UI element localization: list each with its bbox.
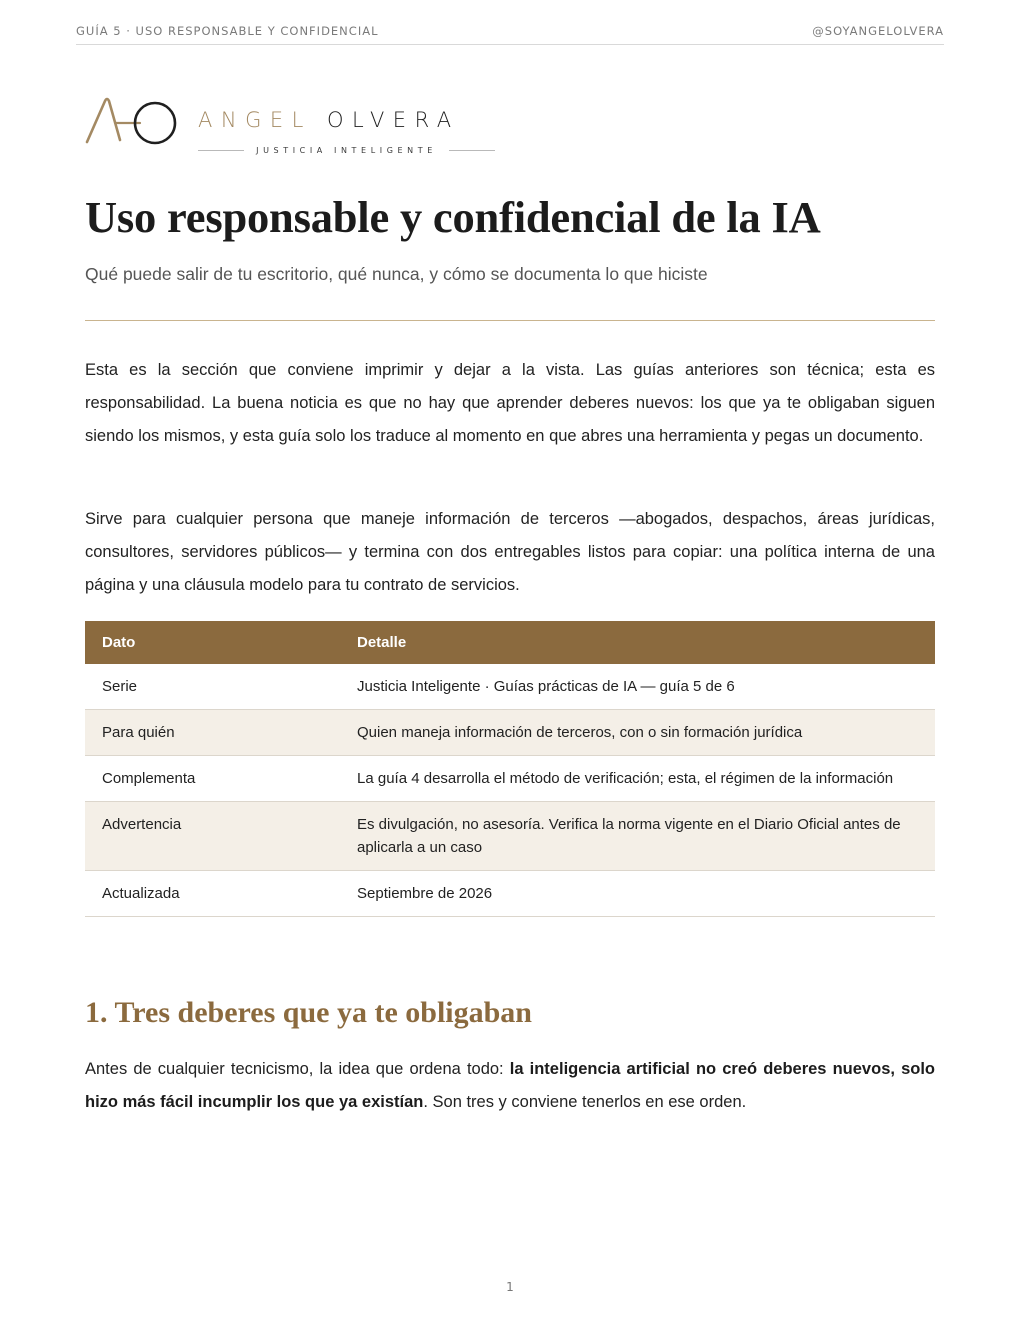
table-cell-value: Quien maneja información de terceros, con o sin formación jurídica (340, 710, 935, 756)
table-header-row (85, 621, 935, 664)
section-paragraph (85, 1053, 935, 1119)
table-cell-key: Advertencia (85, 802, 340, 871)
page-title: Uso responsable y confidencial de la IA (85, 192, 821, 242)
table-row (85, 871, 935, 917)
brand-first-name: ANGEL (198, 108, 312, 132)
running-header-handle: @SOYANGELOLVERA (812, 24, 944, 38)
table-cell-value: Septiembre de 2026 (340, 871, 935, 917)
table-row (85, 756, 935, 802)
tagline-rule-left (198, 150, 244, 151)
table-header-dato: Dato (85, 621, 340, 664)
section-heading: 1. Tres deberes que ya te obligaban (85, 996, 532, 1029)
table-cell-value: Justicia Inteligente · Guías prácticas de IA — guía 5 de 6 (340, 664, 935, 710)
table-cell-key: Complementa (85, 756, 340, 802)
section-text-tail: . Son tres y conviene tenerlos en ese orden. (423, 1093, 747, 1111)
section-text-emphasis: la inteligencia artificial no creó deberes nuevos, solo hizo más fácil incumplir los que ya existían (85, 1060, 935, 1111)
intro-paragraph-2: Sirve para cualquier persona que maneje información de terceros —abogados, despachos, áreas jurídicas, consultores, servidores públicos— y termina con dos entregables listos para copiar: una política interna de una página y una cláusula modelo para tu contrato de servicios. (85, 510, 935, 594)
table-row (85, 664, 935, 710)
section-text-lead: Antes de cualquier tecnicismo, la idea que ordena todo: (85, 1060, 510, 1078)
running-header-title: GUÍA 5 · USO RESPONSABLE Y CONFIDENCIAL (76, 24, 379, 38)
tagline-rule-right (449, 150, 495, 151)
page-number: 1 (506, 1280, 514, 1294)
table-cell-value: La guía 4 desarrolla el método de verificación; esta, el régimen de la información (340, 756, 935, 802)
table-row (85, 710, 935, 756)
running-header (76, 24, 944, 45)
brand-name (198, 108, 460, 132)
guide-info-table (85, 621, 935, 917)
brand-tagline: JUSTICIA INTELIGENTE (256, 146, 437, 155)
table-cell-key: Serie (85, 664, 340, 710)
table-cell-value: Es divulgación, no asesoría. Verifica la norma vigente en el Diario Oficial antes de aplicarla a un caso (340, 802, 935, 871)
title-divider (85, 320, 935, 321)
page-subtitle: Qué puede salir de tu escritorio, qué nunca, y cómo se documenta lo que hiciste (85, 264, 708, 284)
table-cell-key: Para quién (85, 710, 340, 756)
table-header-detalle: Detalle (340, 621, 935, 664)
brand-logo (84, 88, 504, 168)
intro-paragraph-1: Esta es la sección que conviene imprimir y dejar a la vista. Las guías anteriores son técnica; esta es responsabilidad. La buena noticia es que no hay que aprender deberes nuevos: los que ya te obligaban siguen siendo los mismos, y esta guía solo los traduce al momento en que abres una herramienta y pegas un documento. (85, 361, 935, 445)
brand-tagline-row (198, 146, 495, 155)
ao-monogram-icon (84, 92, 184, 148)
table-cell-key: Actualizada (85, 871, 340, 917)
brand-last-name: OLVERA (327, 108, 460, 132)
table-row (85, 802, 935, 871)
